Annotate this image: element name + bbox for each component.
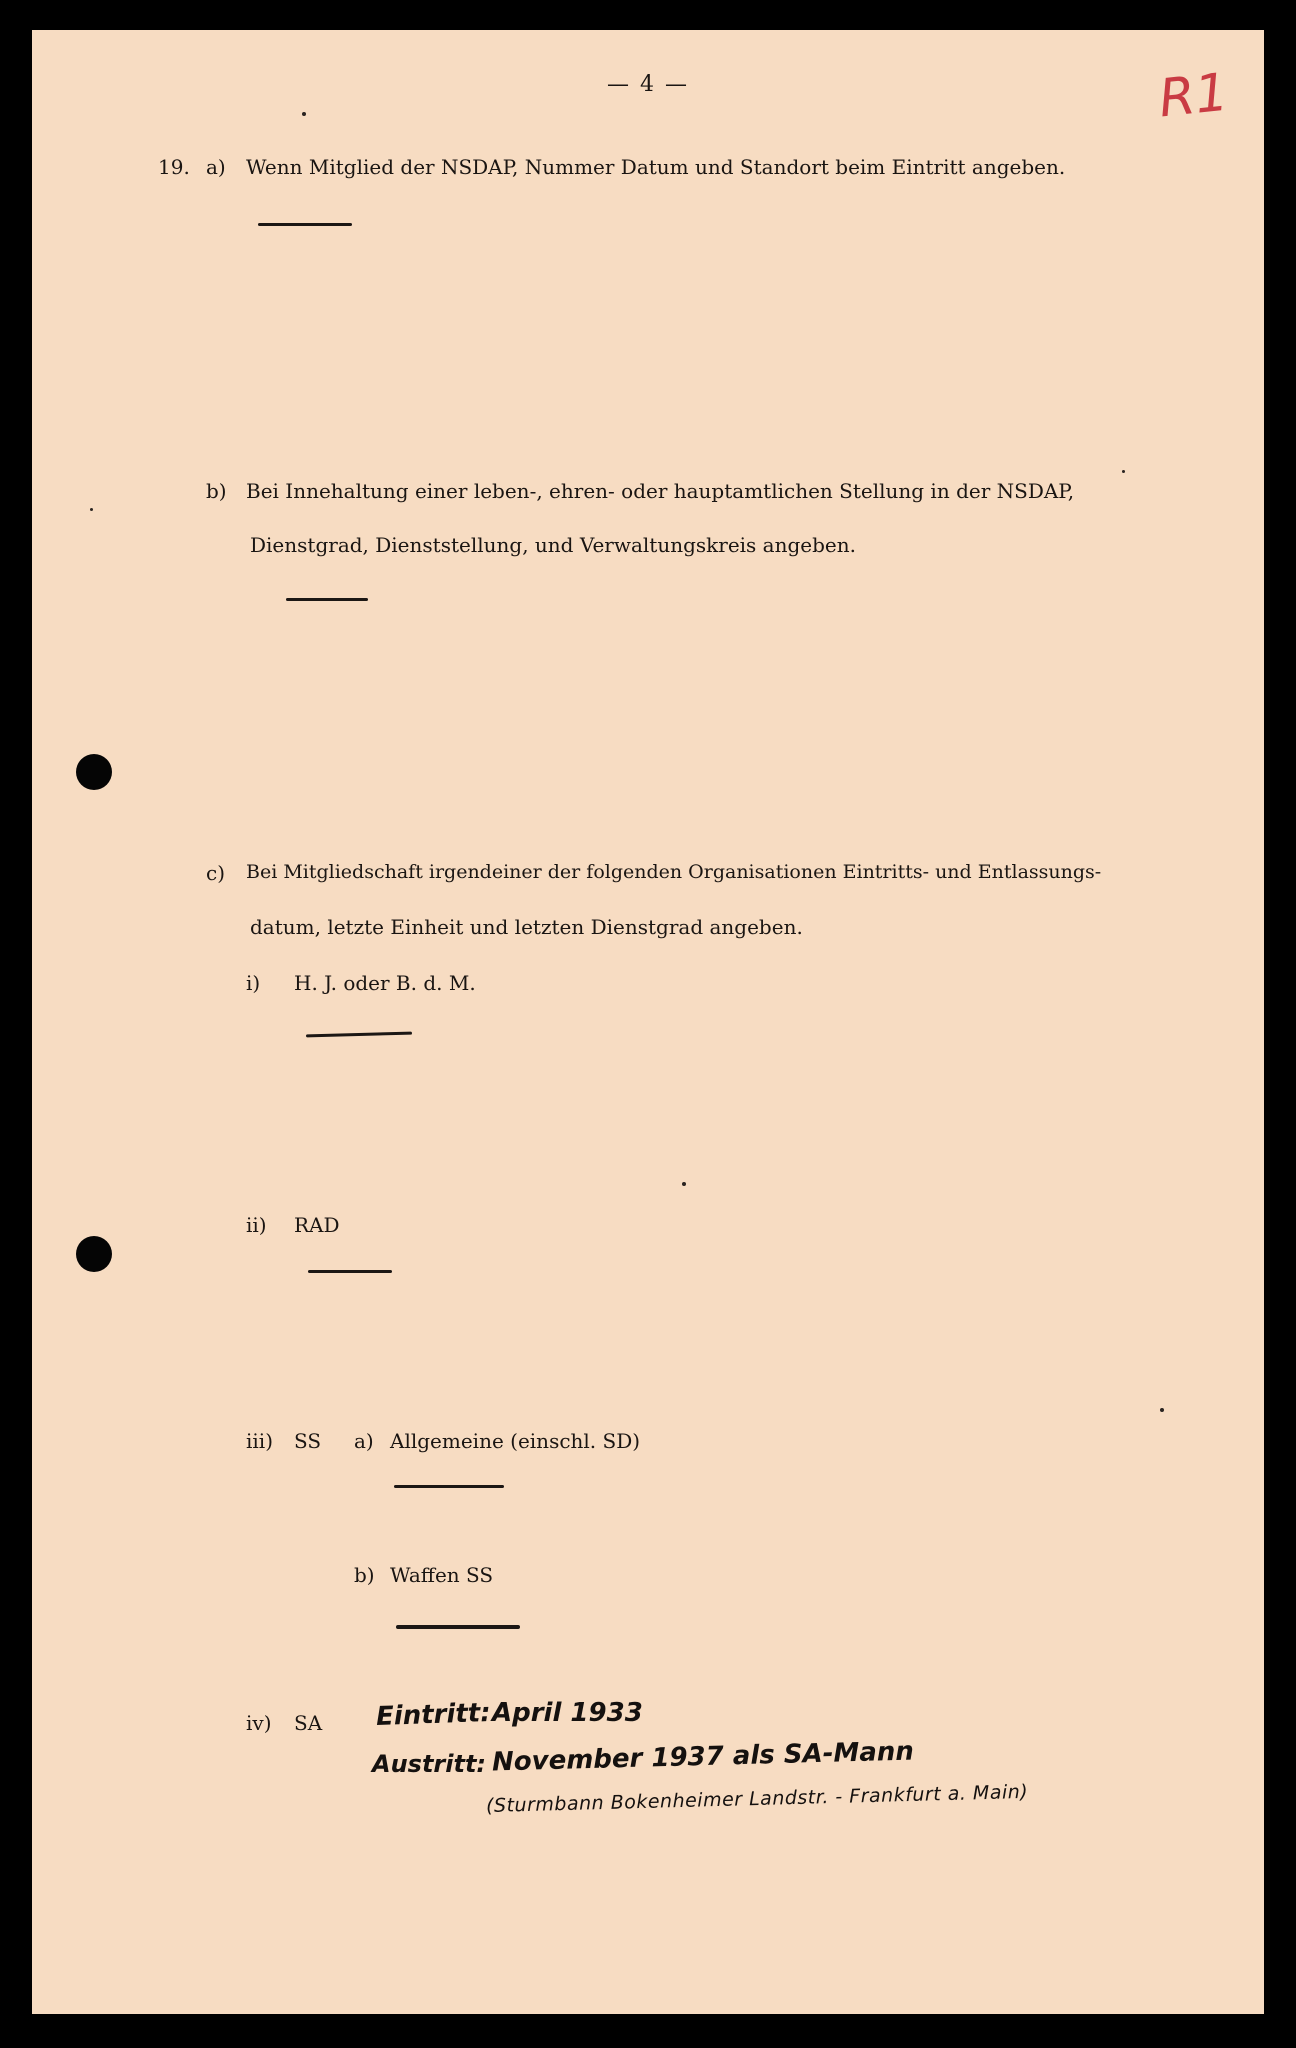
handwritten-eintritt-value: April 1933: [492, 1698, 643, 1728]
item-b-answer-line: [286, 598, 368, 601]
item-i-answer-line: [306, 1032, 412, 1038]
item-iii-b-answer-line: [396, 1625, 520, 1629]
item-iii-marker: iii): [246, 1429, 273, 1453]
punch-hole-bottom: [76, 1236, 112, 1272]
item-b-text-line1: Bei Innehaltung einer leben-, ehren- oder hauptamtlichen Stellung in der NSDAP,: [246, 479, 1075, 503]
item-a-answer-line: [258, 223, 352, 226]
paper-speck: [682, 1182, 686, 1186]
handwritten-austritt-value: November 1937 als SA-Mann: [491, 1736, 915, 1778]
item-c-text-line2: datum, letzte Einheit und letzten Dienstgrad angeben.: [250, 915, 803, 939]
item-iii-b-text: Waffen SS: [390, 1563, 494, 1587]
item-a-text: Wenn Mitglied der NSDAP, Nummer Datum und Standort beim Eintritt angeben.: [246, 155, 1066, 179]
item-i-text: H. J. oder B. d. M.: [294, 971, 476, 995]
handwritten-eintritt-label: Eintritt:: [375, 1698, 492, 1732]
handwritten-unit: (Sturmbann Bokenheimer Landstr. - Frankfurt a. Main): [485, 1780, 1029, 1818]
paper-speck: [90, 508, 93, 511]
punch-hole-top: [76, 754, 112, 790]
item-iii-text: SS: [294, 1429, 322, 1453]
item-ii-marker: ii): [246, 1213, 267, 1237]
item-iii-a-marker: a): [354, 1429, 374, 1453]
item-ii-answer-line: [308, 1270, 392, 1273]
item-b-text-line2: Dienstgrad, Dienststellung, und Verwaltungskreis angeben.: [250, 533, 856, 557]
item-c-marker: c): [206, 861, 226, 885]
paper-speck: [1122, 470, 1125, 473]
handwritten-austritt-label: Austritt:: [372, 1750, 487, 1778]
item-iii-a-answer-line: [394, 1485, 504, 1488]
item-iv-text: SA: [294, 1711, 323, 1735]
paper-speck: [1160, 1408, 1164, 1412]
paper-speck: [302, 112, 306, 116]
item-b-marker: b): [206, 479, 227, 503]
item-iii-a-text: Allgemeine (einschl. SD): [390, 1429, 641, 1453]
item-iii-b-marker: b): [354, 1563, 375, 1587]
document-page: [32, 30, 1264, 2014]
item-a-marker: a): [206, 155, 226, 179]
item-c-text-line1: Bei Mitgliedschaft irgendeiner der folgenden Organisationen Eintritts- und Entlassungs-: [246, 861, 1102, 883]
item-iv-marker: iv): [246, 1711, 272, 1735]
page-number: — 4 —: [607, 72, 689, 97]
archive-mark: R1: [1155, 62, 1231, 130]
question-number: 19.: [158, 155, 190, 179]
item-i-marker: i): [246, 971, 261, 995]
item-ii-text: RAD: [294, 1213, 340, 1237]
